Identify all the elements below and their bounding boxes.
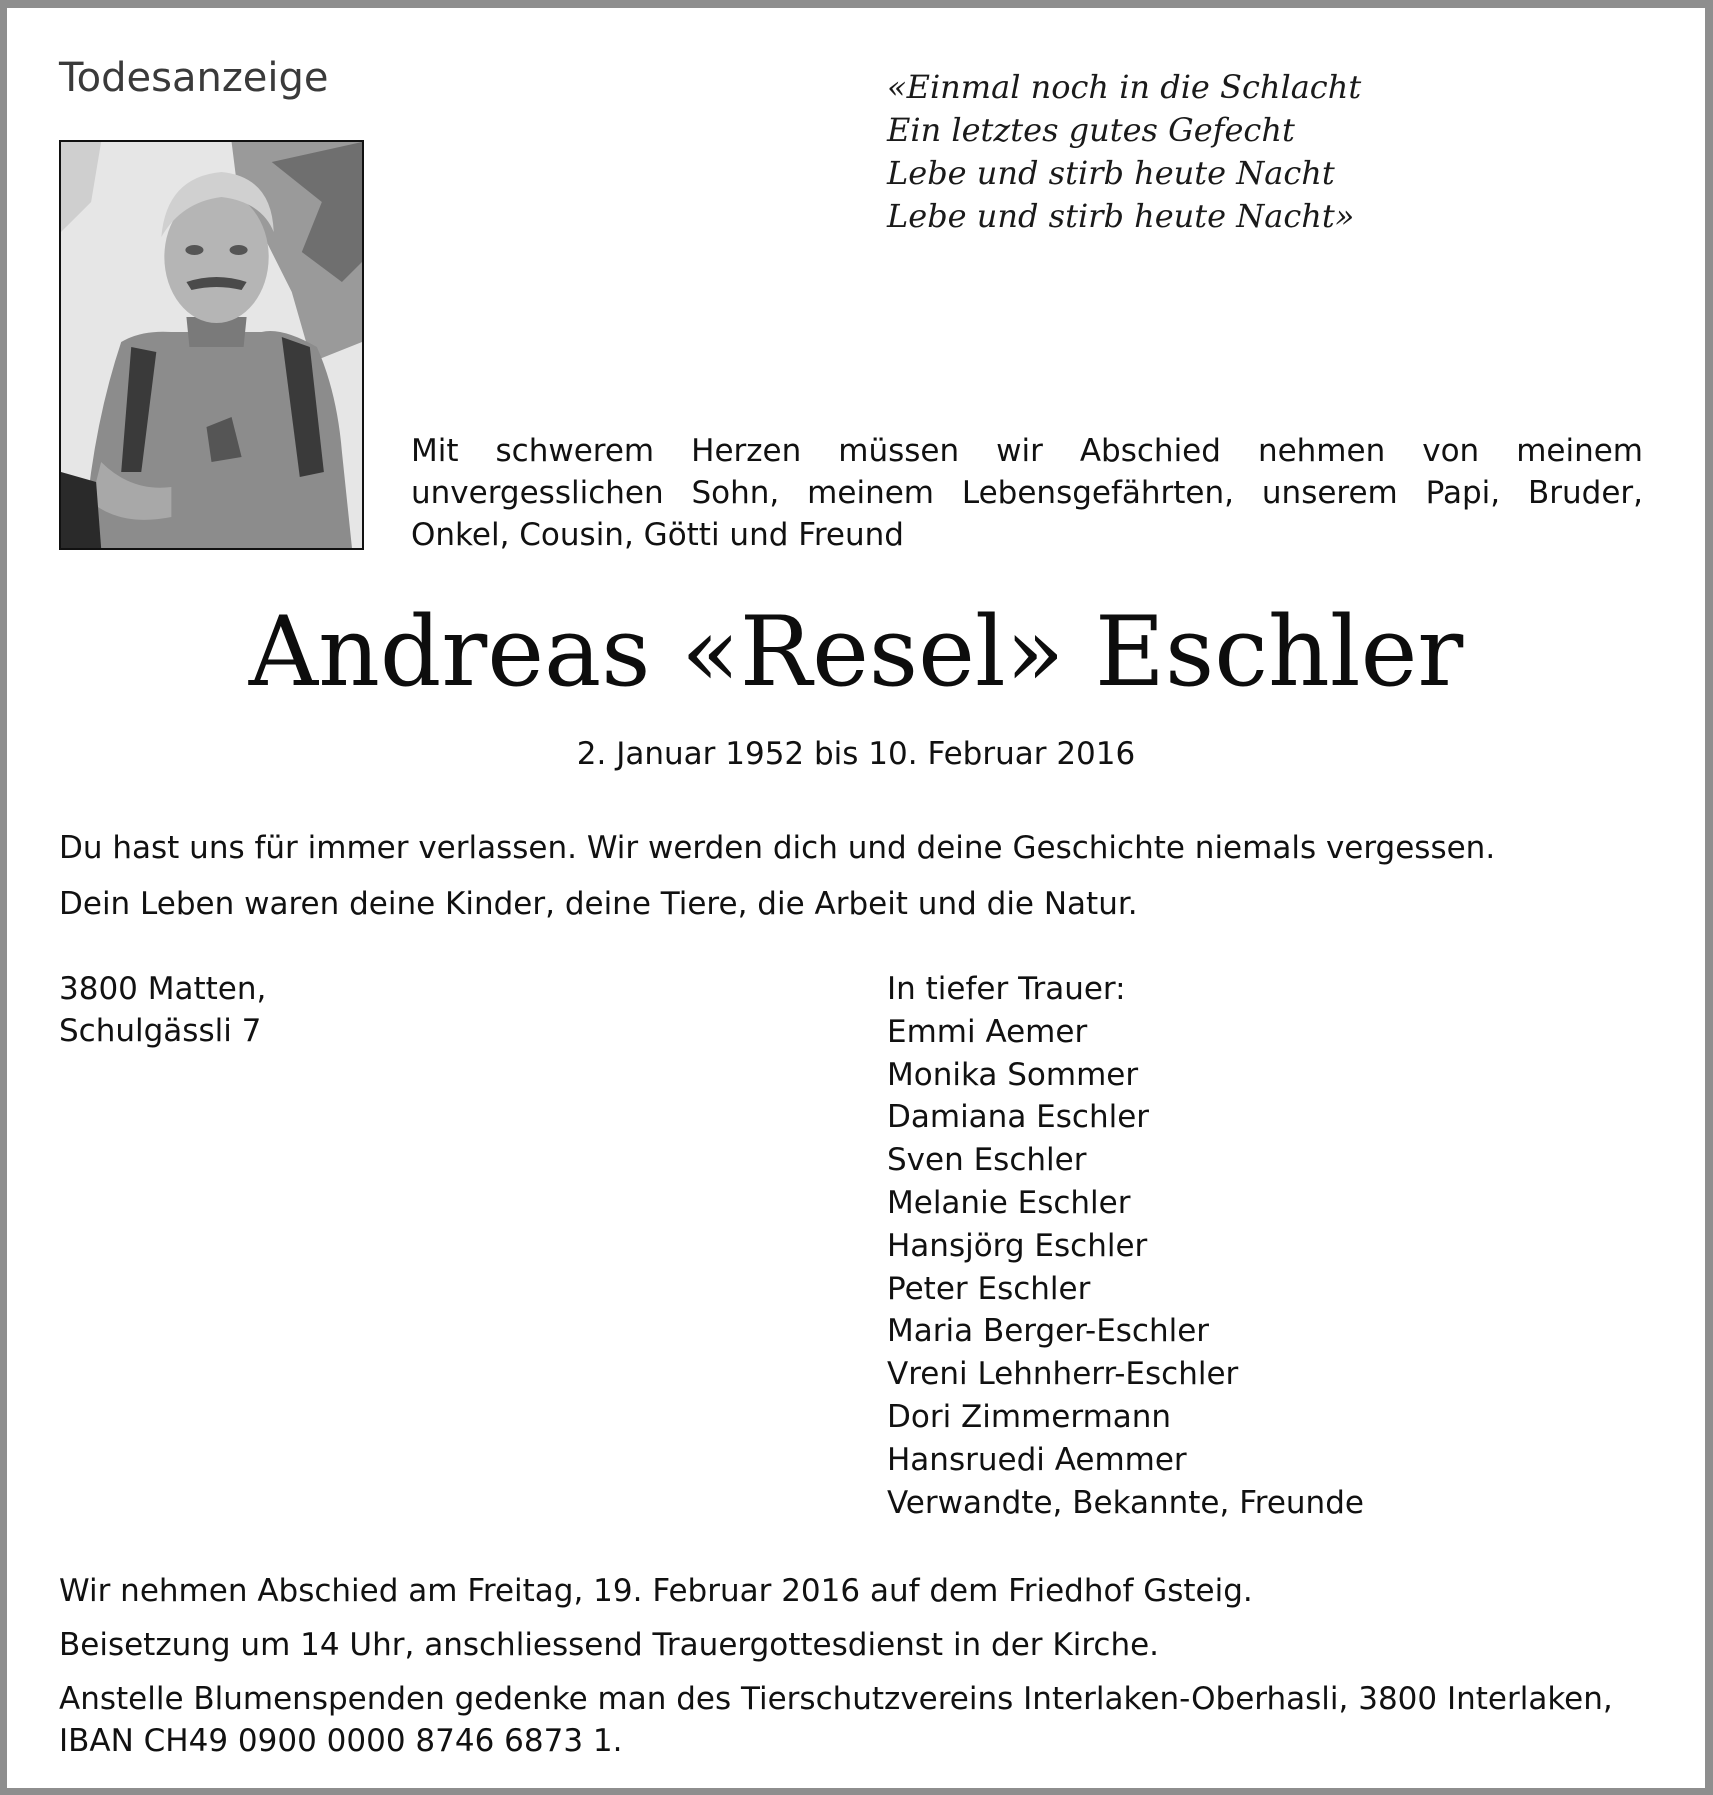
- farewell-date-text: Wir nehmen Abschied am Freitag, 19. Februar 2016 auf dem Friedhof Gsteig.: [59, 1573, 1253, 1609]
- quote-line: «Einmal noch in die Schlacht: [887, 68, 1362, 106]
- obituary-page: [7, 8, 1705, 1788]
- mourner-name: Verwandte, Bekannte, Freunde: [887, 1484, 1364, 1521]
- deceased-name: Andreas «Resel» Eschler: [248, 596, 1464, 708]
- mourner-name: Hansruedi Aemmer: [887, 1441, 1187, 1478]
- mourner-name: Peter Eschler: [887, 1270, 1091, 1307]
- portrait-photo: [59, 140, 364, 550]
- portrait-photo-image: [61, 142, 362, 548]
- notice-type-label: Todesanzeige: [59, 55, 329, 101]
- message-line: Du hast uns für immer verlassen. Wir werden dich und deine Geschichte niemals vergessen.: [59, 830, 1496, 866]
- mourner-name: Damiana Eschler: [887, 1099, 1150, 1136]
- intro-text: Mit schwerem Herzen müssen wir Abschied nehmen von meinem unvergesslichen Sohn, meinem Lebensgefährten, unserem Papi, Bruder, Onkel, Cousin, Götti und Freund: [411, 433, 1643, 553]
- memorial-quote: [887, 66, 1361, 238]
- mourner-name: Sven Eschler: [887, 1142, 1087, 1179]
- quote-line: Lebe und stirb heute Nacht: [887, 154, 1335, 192]
- mourner-name: Hansjörg Eschler: [887, 1227, 1148, 1264]
- donation-text: Anstelle Blumenspenden gedenke man des Tierschutzvereins Interlaken-Oberhasli, 3800 Interlaken,: [59, 1681, 1613, 1717]
- mourners-list: [887, 968, 1364, 1524]
- mourner-name: Vreni Lehnherr-Eschler: [887, 1356, 1239, 1393]
- donation-iban: IBAN CH49 0900 0000 8746 6873 1.: [59, 1723, 623, 1759]
- quote-line: Lebe und stirb heute Nacht»: [887, 197, 1355, 235]
- mourner-name: Emmi Aemer: [887, 1013, 1088, 1050]
- quote-line: Ein letztes gutes Gefecht: [887, 111, 1295, 149]
- address-line: 3800 Matten,: [59, 971, 267, 1007]
- mourner-name: Monika Sommer: [887, 1056, 1139, 1093]
- service-details: [59, 1570, 1659, 1762]
- farewell-message: [59, 820, 1495, 932]
- message-line: Dein Leben waren deine Kinder, deine Tiere, die Arbeit und die Natur.: [59, 886, 1138, 922]
- mourners-heading: In tiefer Trauer:: [887, 971, 1126, 1007]
- mourner-name: Dori Zimmermann: [887, 1398, 1172, 1435]
- family-address: [59, 968, 266, 1052]
- mourner-name: Melanie Eschler: [887, 1184, 1131, 1221]
- mourner-name: Maria Berger-Eschler: [887, 1313, 1210, 1350]
- life-dates: 2. Januar 1952 bis 10. Februar 2016: [576, 736, 1136, 772]
- address-line: Schulgässli 7: [59, 1013, 262, 1049]
- burial-text: Beisetzung um 14 Uhr, anschliessend Trauergottesdienst in der Kirche.: [59, 1627, 1160, 1663]
